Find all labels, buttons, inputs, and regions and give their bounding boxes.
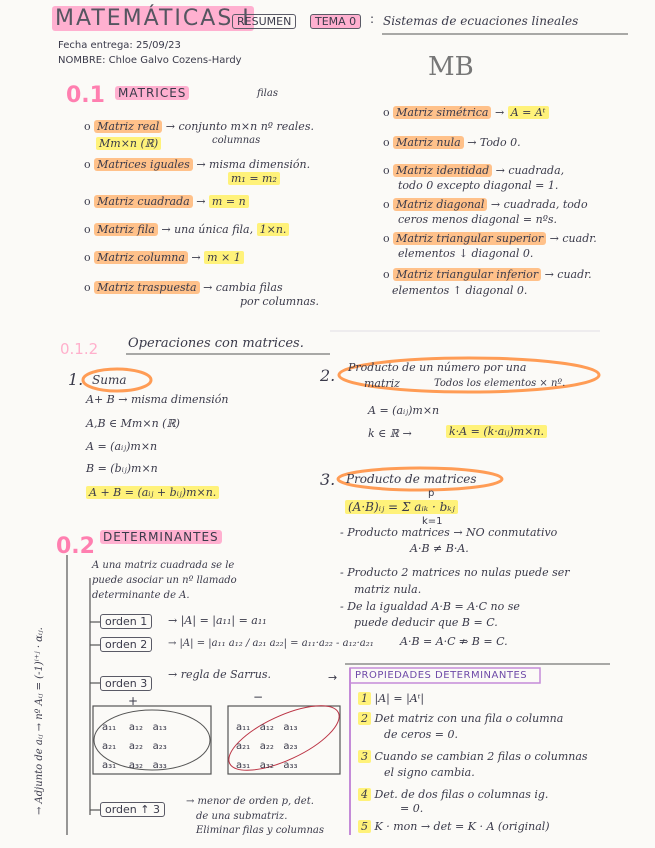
item-matriz-nula: [383, 136, 521, 149]
prod-mat-note-5: - De la igualdad A·B = A·C no se: [340, 600, 520, 613]
diagonal-desc2: ceros menos diagonal = nºs.: [398, 213, 558, 226]
det-intro-1: A una matriz cuadrada se le: [92, 560, 235, 571]
prop-4-line-2: = 0.: [400, 802, 424, 815]
label: Matriz traspuesta: [94, 281, 199, 294]
prop-number: 2: [358, 712, 371, 725]
suma-line-3: A = (aᵢⱼ)m×n: [86, 440, 158, 453]
label: Matriz simétrica: [393, 106, 491, 119]
desc: → una única fila,: [161, 223, 254, 236]
prod-mat-title: Producto de matrices: [346, 472, 477, 486]
row-3: a₃₁ a₃₂ a₃₃: [102, 760, 167, 771]
item-matriz-fila: [84, 223, 289, 236]
orden3-formula: → regla de Sarrus.: [168, 668, 271, 681]
desc: → misma dimensión.: [196, 158, 311, 171]
prod-num-line-1: A = (aᵢⱼ)m×n: [368, 404, 440, 417]
prop-text: K · mon → det = K · A (original): [374, 820, 550, 833]
row-2: a₂₁ a₂₂ a₂₃: [236, 741, 298, 752]
prop-text: Det matriz con una fila o columna: [374, 712, 564, 725]
resumen-tag: RESUMEN: [232, 14, 296, 29]
student-name: NOMBRE: Chloe Galvo Cozens-Hardy: [58, 55, 242, 66]
orden2-formula: → |A| = |a₁₁ a₁₂ / a₂₁ a₂₂| = a₁₁·a₂₂ - a₁₂·a₂₁: [168, 638, 374, 649]
label: Matriz triangular inferior: [393, 268, 541, 281]
page-title: MATEMÁTICAS I: [52, 6, 254, 31]
props-title: PROPIEDADES DETERMINANTES: [355, 670, 528, 681]
mmxn-notation: Mm×n (ℝ): [96, 137, 161, 150]
det-intro-2: puede asociar un nº llamado: [92, 575, 237, 586]
adjunto-side-label: → Adjunto de aᵢⱼ → nº Aᵢⱼ = (-1)ⁱ⁺ʲ · αᵢⱼ.: [34, 627, 45, 815]
orden1-box: orden 1: [100, 614, 152, 629]
prod-num-number: 2.: [320, 366, 336, 385]
desc: → cuadrada, todo: [490, 198, 588, 211]
prod-mat-note-2: A·B ≠ B·A.: [410, 542, 469, 555]
label: Matrices iguales: [94, 158, 193, 171]
desc: → cuadr.: [544, 268, 592, 281]
suma-title: Suma: [92, 373, 127, 387]
item-matriz-identidad: [383, 164, 564, 177]
prop-text: Det. de dos filas o columnas ig.: [374, 788, 549, 801]
prod-mat-sum-bottom: k=1: [422, 516, 443, 527]
item-matriz-cuadrada: [84, 195, 249, 208]
label: Matriz nula: [393, 136, 464, 149]
note-filas: filas: [257, 88, 278, 99]
section-number-01: 0.1: [66, 83, 105, 108]
section-title-matrices: MATRICES: [115, 86, 189, 100]
prop-number: 3: [358, 750, 371, 763]
item-matriz-traspuesta: [84, 281, 283, 294]
label: Matriz real: [94, 120, 162, 133]
prod-mat-note-3: - Producto 2 matrices no nulas puede ser: [340, 566, 570, 579]
section-number-012: 0.1.2: [60, 340, 99, 358]
traspuesta-desc2: por columnas.: [240, 295, 320, 308]
item-matriz-columna: [84, 251, 244, 264]
topic-title: Sistemas de ecuaciones lineales: [383, 14, 579, 28]
prop-3: [358, 750, 588, 763]
row-2: a₂₁ a₂₂ a₂₃: [102, 741, 167, 752]
prop-5: [358, 820, 550, 833]
superior-desc2: elementos ↓ diagonal 0.: [398, 247, 534, 260]
orden-gt3-desc-3: Eliminar filas y columnas: [196, 825, 324, 836]
formula: m × 1: [204, 251, 244, 264]
minus-sign: −: [253, 690, 264, 704]
prod-num-line-2: k ∈ ℝ →: [368, 427, 412, 440]
row-1: a₁₁ a₁₂ a₁₃: [102, 722, 167, 733]
m1m2-formula: m₁ = m₂: [228, 172, 280, 185]
item-matriz-diagonal: [383, 198, 588, 211]
det-intro-3: determinante de A.: [92, 590, 190, 601]
suma-line-1: A+ B → misma dimensión: [86, 393, 229, 406]
row-1: a₁₁ a₁₂ a₁₃: [236, 722, 298, 733]
desc: → Todo 0.: [467, 136, 521, 149]
initials: MB: [428, 52, 474, 82]
item-matriz-real: [84, 120, 314, 133]
inferior-desc2: elementos ↑ diagonal 0.: [392, 284, 528, 297]
prod-num-title-1: Producto de un número por una: [348, 361, 527, 374]
desc: →: [196, 195, 206, 208]
label: Matriz columna: [94, 251, 188, 264]
label: Matriz triangular superior: [393, 232, 546, 245]
formula: m = n: [209, 195, 249, 208]
row-3: a₃₁ a₃₂ a₃₃: [236, 760, 298, 771]
section-number-02: 0.2: [56, 534, 95, 559]
orden-gt3-desc-2: de una submatriz.: [196, 811, 288, 822]
item-triangular-inferior: [383, 268, 592, 281]
orden3-box: orden 3: [100, 676, 152, 691]
prod-mat-sum-top: p: [428, 488, 435, 499]
desc: → conjunto m×n nº reales.: [165, 120, 314, 133]
prop-number: 4: [358, 788, 371, 801]
prod-num-title-2: matriz: [364, 377, 400, 390]
prop-text: Cuando se cambian 2 filas o columnas: [374, 750, 588, 763]
item-matriz-simetrica: [383, 106, 549, 119]
prop-2: [358, 712, 563, 725]
section-title-determinantes: DETERMINANTES: [100, 530, 222, 544]
label: Matriz fila: [94, 223, 158, 236]
label: Matriz diagonal: [393, 198, 487, 211]
desc: → cambia filas: [203, 281, 283, 294]
orden1-formula: → |A| = |a₁₁| = a₁₁: [168, 614, 267, 627]
desc: → cuadrada,: [495, 164, 565, 177]
prop-4: [358, 788, 548, 801]
suma-line-4: B = (bᵢⱼ)m×n: [86, 462, 158, 475]
label: Matriz cuadrada: [94, 195, 193, 208]
prod-mat-note-1: - Producto matrices → NO conmutativo: [340, 526, 558, 539]
suma-result: A + B = (aᵢⱼ + bᵢⱼ)m×n.: [86, 486, 219, 499]
tema-tag: TEMA 0: [310, 14, 361, 29]
prop-number: 1: [358, 692, 371, 705]
prop-number: 5: [358, 820, 371, 833]
label: Matriz identidad: [393, 164, 492, 177]
sarrus-minus-matrix: [236, 718, 298, 775]
desc: →: [494, 106, 505, 119]
orden2-box: orden 2: [100, 637, 152, 652]
prop-text: |A| = |Aᵗ|: [374, 692, 425, 705]
prop-2-line-2: de ceros = 0.: [384, 728, 458, 741]
props-arrow: →: [328, 671, 338, 684]
desc: → cuadr.: [549, 232, 597, 245]
note-columnas: columnas: [212, 135, 261, 146]
prod-num-desc: Todos los elementos × nº.: [434, 378, 566, 389]
fecha-entrega: Fecha entrega: 25/09/23: [58, 40, 181, 51]
suma-line-2: A,B ∈ Mm×n (ℝ): [86, 417, 180, 430]
prod-mat-note-4: matriz nula.: [354, 583, 422, 596]
prop-3-line-2: el signo cambia.: [384, 766, 475, 779]
identidad-desc2: todo 0 excepto diagonal = 1.: [398, 179, 559, 192]
sarrus-plus-matrix: [102, 718, 167, 775]
orden-gt3-desc-1: → menor de orden p, det.: [186, 796, 314, 807]
prop-1: [358, 692, 424, 705]
title-colon: :: [370, 12, 375, 26]
prod-mat-note-6: puede deducir que B = C.: [354, 616, 498, 629]
item-matrices-iguales: [84, 158, 310, 171]
formula: 1×n.: [257, 223, 290, 236]
prod-num-result: k·A = (k·aᵢⱼ)m×n.: [446, 425, 547, 438]
suma-number: 1.: [68, 370, 84, 389]
plus-sign: +: [128, 694, 139, 708]
desc: →: [191, 251, 201, 264]
prod-mat-number: 3.: [320, 470, 336, 489]
prod-mat-formula: (A·B)ᵢⱼ = Σ aᵢₖ · bₖⱼ: [345, 500, 458, 514]
orden-gt3-box: orden ↑ 3: [100, 802, 165, 817]
section-title-operaciones: Operaciones con matrices.: [128, 336, 304, 351]
prod-mat-note-7: A·B = A·C ⇏ B = C.: [400, 635, 508, 648]
item-triangular-superior: [383, 232, 597, 245]
formula: A = Aᵗ: [508, 106, 549, 119]
